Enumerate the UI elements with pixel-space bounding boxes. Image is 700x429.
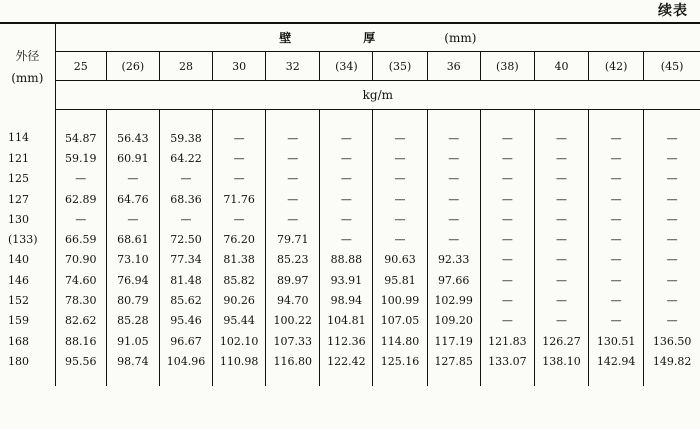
wall-thickness-label <box>279 31 377 45</box>
weight-cell: 94.70 <box>266 290 320 310</box>
table-row <box>0 270 700 290</box>
outer-diameter-label: 外径 <box>15 48 40 63</box>
outer-diameter-cell: 127 <box>0 189 55 209</box>
weight-cell: — <box>534 169 588 189</box>
thickness-header-cell: (35) <box>373 52 427 81</box>
weight-cell: 72.50 <box>159 229 212 249</box>
thickness-header-cell: 30 <box>213 52 266 81</box>
weight-cell: — <box>666 212 678 226</box>
weight-cell: 68.61 <box>106 229 159 249</box>
weight-cell: 90.26 <box>213 290 266 310</box>
weight-cell: — <box>373 229 427 249</box>
weight-cell: — <box>373 110 427 149</box>
weight-cell: — <box>213 209 266 229</box>
weight-cell: — <box>666 314 678 328</box>
weight-cell: — <box>589 270 644 290</box>
weight-cell: — <box>480 290 534 310</box>
weight-cell: — <box>589 209 644 229</box>
weight-cell: 102.10 <box>213 331 266 351</box>
table-row <box>0 290 700 310</box>
weight-cell: — <box>589 250 644 270</box>
weight-cell: 122.42 <box>320 351 373 385</box>
thickness-header-cell: (42) <box>589 52 644 81</box>
weight-cell: 107.05 <box>373 311 427 331</box>
outer-diameter-cell: 125 <box>0 169 55 189</box>
weight-cell: — <box>534 270 588 290</box>
weight-cell: — <box>106 169 159 189</box>
wall-thickness-label-char1: 壁 <box>279 31 294 45</box>
weight-cell: — <box>320 229 373 249</box>
weight-cell: 71.76 <box>213 189 266 209</box>
thickness-header-cell: 28 <box>159 52 212 81</box>
weight-cell: 66.59 <box>55 229 106 249</box>
weight-cell: — <box>534 250 588 270</box>
thickness-header-cell: 32 <box>266 52 320 81</box>
weight-cell: 73.10 <box>106 250 159 270</box>
outer-diameter-header <box>0 23 55 110</box>
thickness-header-cell: (45) <box>644 52 700 81</box>
weight-cell: — <box>427 110 480 149</box>
weight-cell: — <box>373 148 427 168</box>
weight-cell: 93.91 <box>320 270 373 290</box>
weight-cell: — <box>55 169 106 189</box>
outer-diameter-cell: (133) <box>0 229 55 249</box>
weight-cell: — <box>666 294 678 308</box>
weight-cell: — <box>159 169 212 189</box>
weight-cell: 130.51 <box>589 331 644 351</box>
table-row <box>0 311 700 331</box>
weight-cell: 74.60 <box>55 270 106 290</box>
weight-cell: — <box>589 169 644 189</box>
table-row <box>0 331 700 351</box>
weight-cell: 96.67 <box>159 331 212 351</box>
weight-cell: — <box>266 209 320 229</box>
table-body <box>0 110 700 386</box>
weight-cell: 104.81 <box>320 311 373 331</box>
weight-cell: — <box>480 110 534 149</box>
weight-cell: — <box>534 209 588 229</box>
weight-cell: 138.10 <box>534 351 588 385</box>
weight-cell: 56.43 <box>106 110 159 149</box>
weight-cell: — <box>320 209 373 229</box>
weight-cell: 62.89 <box>55 189 106 209</box>
weight-cell: — <box>480 311 534 331</box>
weight-cell: — <box>427 229 480 249</box>
table-row <box>0 250 700 270</box>
weight-cell: 114.80 <box>373 331 427 351</box>
weight-cell: 70.90 <box>55 250 106 270</box>
weight-cell: 92.33 <box>427 250 480 270</box>
weight-cell: — <box>480 189 534 209</box>
weight-cell: 64.22 <box>159 148 212 168</box>
weight-cell: — <box>320 169 373 189</box>
weight-cell: 102.99 <box>427 290 480 310</box>
weight-cell: 81.48 <box>159 270 212 290</box>
outer-diameter-cell: 140 <box>0 250 55 270</box>
weight-cell: — <box>534 311 588 331</box>
weight-cell: 110.98 <box>213 351 266 385</box>
weight-cell: — <box>666 151 678 165</box>
weight-cell: — <box>427 169 480 189</box>
weight-cell: — <box>480 209 534 229</box>
weight-cell: — <box>427 209 480 229</box>
weight-cell: — <box>480 250 534 270</box>
weight-cell: 100.99 <box>373 290 427 310</box>
table-row <box>0 148 700 168</box>
weight-cell: 97.66 <box>427 270 480 290</box>
thickness-header-cell: 25 <box>55 52 106 81</box>
weight-cell: 95.46 <box>159 311 212 331</box>
thickness-header-cell: (26) <box>106 52 159 81</box>
weight-cell: — <box>589 148 644 168</box>
table-row <box>0 229 700 249</box>
weight-cell: 89.97 <box>266 270 320 290</box>
outer-diameter-cell: 159 <box>0 311 55 331</box>
weight-cell: 82.62 <box>55 311 106 331</box>
outer-diameter-cell: 121 <box>0 148 55 168</box>
weight-cell: 116.80 <box>266 351 320 385</box>
weight-cell: 59.38 <box>159 110 212 149</box>
weight-cell: — <box>666 233 678 247</box>
weight-cell: 121.83 <box>480 331 534 351</box>
weight-cell: — <box>320 189 373 209</box>
weight-cell: 136.50 <box>652 334 692 348</box>
weight-cell: — <box>534 189 588 209</box>
weight-cell: — <box>159 209 212 229</box>
weight-cell: — <box>320 148 373 168</box>
weight-cell: 95.44 <box>213 311 266 331</box>
weight-cell: — <box>534 148 588 168</box>
weight-cell: — <box>589 290 644 310</box>
weight-cell: 85.28 <box>106 311 159 331</box>
weight-cell: — <box>534 290 588 310</box>
weight-cell: — <box>266 189 320 209</box>
thickness-header-cell: (34) <box>320 52 373 81</box>
weight-cell: 85.82 <box>213 270 266 290</box>
weight-cell: — <box>213 169 266 189</box>
wall-thickness-unit: (mm) <box>444 31 477 45</box>
weight-cell: — <box>666 253 678 267</box>
table-row <box>0 351 700 385</box>
weight-cell: 117.19 <box>427 331 480 351</box>
weight-cell: 85.62 <box>159 290 212 310</box>
weight-cell: 133.07 <box>480 351 534 385</box>
weight-cell: — <box>480 229 534 249</box>
weight-cell: — <box>666 131 678 145</box>
weight-cell: 126.27 <box>534 331 588 351</box>
weight-cell: 85.23 <box>266 250 320 270</box>
weight-cell: — <box>213 110 266 149</box>
weight-cell: 95.56 <box>55 351 106 385</box>
weight-cell: 98.74 <box>106 351 159 385</box>
weight-cell: — <box>480 169 534 189</box>
outer-diameter-cell: 146 <box>0 270 55 290</box>
weight-cell: — <box>373 169 427 189</box>
weight-cell: — <box>266 148 320 168</box>
weight-cell: — <box>266 110 320 149</box>
outer-diameter-cell: 130 <box>0 209 55 229</box>
weight-cell: — <box>589 311 644 331</box>
weight-cell: — <box>589 189 644 209</box>
weight-cell: 142.94 <box>589 351 644 385</box>
weight-cell: — <box>213 148 266 168</box>
thickness-header-cell: 40 <box>534 52 588 81</box>
weight-cell: 107.33 <box>266 331 320 351</box>
weight-cell: 125.16 <box>373 351 427 385</box>
weight-cell: 109.20 <box>427 311 480 331</box>
weight-cell: — <box>589 110 644 149</box>
thickness-header-cell: 36 <box>427 52 480 81</box>
weight-cell: — <box>106 209 159 229</box>
weight-cell: 81.38 <box>213 250 266 270</box>
weight-unit: kg/m <box>55 81 700 110</box>
weight-cell: 79.71 <box>266 229 320 249</box>
thickness-row <box>0 52 700 81</box>
outer-diameter-unit: (mm) <box>11 70 44 85</box>
table-row <box>0 110 700 149</box>
weight-cell: — <box>589 229 644 249</box>
weight-cell: — <box>373 189 427 209</box>
weight-cell: — <box>534 110 588 149</box>
weight-cell: — <box>373 209 427 229</box>
weight-cell: 68.36 <box>159 189 212 209</box>
weight-cell: 54.87 <box>55 110 106 149</box>
weight-cell: 76.94 <box>106 270 159 290</box>
table-row <box>0 169 700 189</box>
steel-pipe-weight-table <box>0 22 700 386</box>
weight-cell: — <box>666 172 678 186</box>
weight-cell: 60.91 <box>106 148 159 168</box>
weight-cell: 149.82 <box>652 354 692 368</box>
weight-cell: 64.76 <box>106 189 159 209</box>
weight-cell: — <box>266 169 320 189</box>
weight-cell: 78.30 <box>55 290 106 310</box>
weight-cell: — <box>480 270 534 290</box>
weight-cell: 88.88 <box>320 250 373 270</box>
weight-cell: — <box>534 229 588 249</box>
outer-diameter-cell: 180 <box>0 351 55 385</box>
wall-thickness-header <box>55 23 700 52</box>
weight-cell: 127.85 <box>427 351 480 385</box>
continued-label: 续表 <box>658 3 688 19</box>
weight-cell: 112.36 <box>320 331 373 351</box>
weight-cell: 77.34 <box>159 250 212 270</box>
weight-cell: 76.20 <box>213 229 266 249</box>
outer-diameter-cell: 168 <box>0 331 55 351</box>
weight-cell: 91.05 <box>106 331 159 351</box>
weight-cell: 104.96 <box>159 351 212 385</box>
weight-cell: 98.94 <box>320 290 373 310</box>
weight-cell: — <box>666 192 678 206</box>
outer-diameter-cell: 114 <box>0 110 55 149</box>
weight-cell: 100.22 <box>266 311 320 331</box>
weight-cell: — <box>427 148 480 168</box>
weight-cell: — <box>55 209 106 229</box>
thickness-header-cell: (38) <box>480 52 534 81</box>
weight-cell: 88.16 <box>55 331 106 351</box>
table-row <box>0 189 700 209</box>
wall-thickness-label-char2: 厚 <box>363 31 378 45</box>
weight-cell: — <box>480 148 534 168</box>
weight-cell: 59.19 <box>55 148 106 168</box>
weight-cell: 90.63 <box>373 250 427 270</box>
weight-cell: — <box>427 189 480 209</box>
weight-cell: — <box>320 110 373 149</box>
weight-cell: 80.79 <box>106 290 159 310</box>
weight-cell: 95.81 <box>373 270 427 290</box>
table-row <box>0 209 700 229</box>
outer-diameter-cell: 152 <box>0 290 55 310</box>
weight-cell: — <box>666 273 678 287</box>
